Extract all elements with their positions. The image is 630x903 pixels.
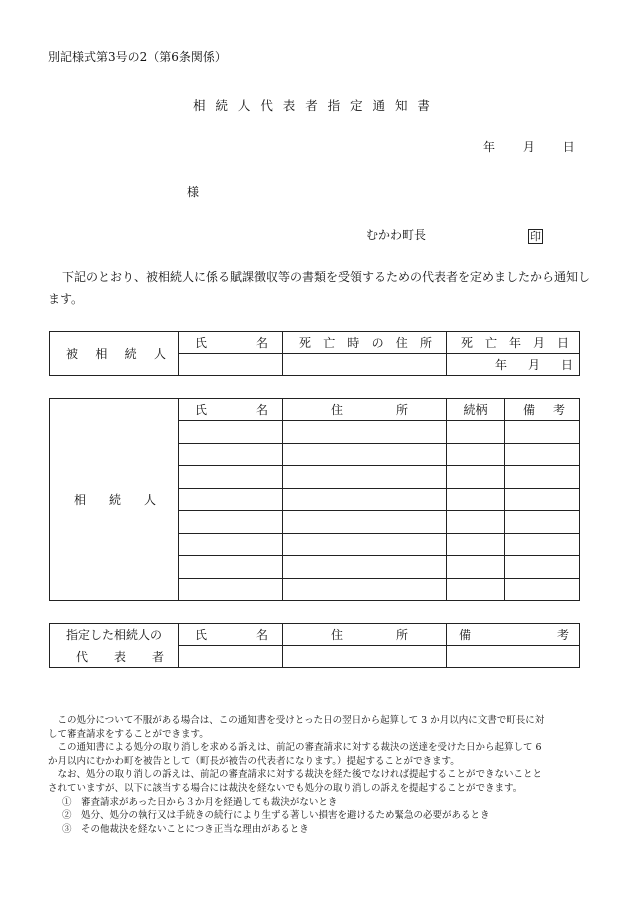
notice-paragraph-1-line-1: この処分について不服がある場合は、この通知書を受けとった日の翌日から起算して 3 か月以内に文書で町長に対 [57, 715, 545, 726]
representative-remarks-cell[interactable] [447, 646, 580, 668]
representative-name-cell[interactable] [179, 646, 283, 668]
representative-name-header: 氏 名 [179, 624, 283, 646]
heir-relation-cell[interactable] [447, 578, 505, 601]
heir-remarks-cell[interactable] [505, 533, 580, 555]
heir-address-cell[interactable] [283, 511, 447, 533]
representative-label-top: 指定した相続人の [50, 624, 179, 646]
notice-paragraph-3-line-2: されていますが、以下に該当する場合には裁決を経ないでも処分の取り消しの訴えを提起することができます。 [48, 782, 523, 794]
heir-address-cell[interactable] [283, 488, 447, 510]
heir-remarks-cell[interactable] [505, 488, 580, 510]
heir-remarks-cell[interactable] [505, 421, 580, 443]
heir-relation-cell[interactable] [447, 488, 505, 510]
decedent-table [49, 331, 580, 376]
heir-relation-cell[interactable] [447, 556, 505, 578]
date-line [483, 138, 575, 155]
heir-address-cell[interactable] [283, 533, 447, 555]
representative-address-header: 住 所 [283, 624, 447, 646]
heir-remarks-cell[interactable] [505, 511, 580, 533]
decedent-row-label: 被 相 続 人 [50, 332, 179, 376]
addressee-suffix: 様 [187, 185, 200, 199]
representative-label-bottom: 代 表 者 [50, 646, 179, 668]
heir-remarks-cell[interactable] [505, 443, 580, 465]
heirs-address-header: 住 所 [283, 399, 447, 421]
heir-name-cell[interactable] [179, 511, 283, 533]
representative-table [49, 623, 580, 668]
heir-address-cell[interactable] [283, 466, 447, 488]
document-title: 相 続 人 代 表 者 指 定 通 知 書 [193, 98, 430, 113]
decedent-death-date-cell[interactable]: 年 月 日 [447, 354, 580, 376]
form-id: 別記様式第3号の2（第6条関係） [48, 50, 227, 64]
heir-name-cell[interactable] [179, 443, 283, 465]
date-year: 年 [483, 140, 496, 154]
representative-remarks-header: 備 考 [447, 624, 580, 646]
representative-address-cell[interactable] [283, 646, 447, 668]
heir-remarks-cell[interactable] [505, 466, 580, 488]
heir-relation-cell[interactable] [447, 443, 505, 465]
heirs-row-label: 相 続 人 [50, 399, 179, 601]
heirs-remarks-header: 備 考 [505, 399, 580, 421]
notice-item-2: ② 処分、処分の執行又は手続きの続行により生ずる著しい損害を避けるため緊急の必要があるとき [62, 810, 490, 822]
heir-name-cell[interactable] [179, 556, 283, 578]
date-day: 日 [562, 140, 575, 154]
heirs-relation-header: 続柄 [447, 399, 505, 421]
heir-remarks-cell[interactable] [505, 578, 580, 601]
notice-paragraph-2-line-2: か月以内にむかわ町を被告として（町長が被告の代表者になります。）提起することができます。 [48, 755, 460, 767]
heir-name-cell[interactable] [179, 488, 283, 510]
intro-line-2: ます。 [48, 292, 84, 306]
heir-relation-cell[interactable] [447, 533, 505, 555]
intro-line-1: 下記のとおり、被相続人に係る賦課徴収等の書類を受領するための代表者を定めましたから通知し [62, 270, 591, 284]
date-month: 月 [522, 140, 535, 154]
heir-address-cell[interactable] [283, 578, 447, 601]
heir-relation-cell[interactable] [447, 466, 505, 488]
issuer-name: むかわ町長 [366, 228, 427, 242]
notice-item-3: ③ その他裁決を経ないことにつき正当な理由があるとき [62, 823, 309, 835]
heirs-name-header: 氏 名 [179, 399, 283, 421]
notice-paragraph-3-line-1: なお、処分の取り消しの訴えは、前記の審査請求に対する裁決を経た後でなければ提起することができないことと [57, 769, 543, 781]
heir-address-cell[interactable] [283, 556, 447, 578]
decedent-name-cell[interactable] [179, 354, 283, 376]
decedent-name-header: 氏 名 [179, 332, 283, 354]
heir-name-cell[interactable] [179, 533, 283, 555]
heir-relation-cell[interactable] [447, 421, 505, 443]
appeal-notice [48, 714, 588, 836]
heir-remarks-cell[interactable] [505, 556, 580, 578]
decedent-death-date-header: 死 亡 年 月 日 [447, 332, 580, 354]
heir-relation-cell[interactable] [447, 511, 505, 533]
heir-address-cell[interactable] [283, 443, 447, 465]
heir-name-cell[interactable] [179, 421, 283, 443]
notice-paragraph-1-line-2: して審査請求をすることができます。 [48, 728, 209, 740]
decedent-address-header: 死 亡 時 の 住 所 [283, 332, 447, 354]
decedent-address-cell[interactable] [283, 354, 447, 376]
seal-mark: 印 [530, 230, 541, 243]
heir-name-cell[interactable] [179, 466, 283, 488]
heir-name-cell[interactable] [179, 578, 283, 601]
heirs-table [49, 398, 580, 601]
notice-paragraph-2-line-1: この通知書による処分の取り消しを求める訴えは、前記の審査請求に対する裁決の送達を受けた日から起算して 6 [57, 742, 542, 754]
notice-item-1: ① 審査請求があった日から３か月を経過しても裁決がないとき [62, 796, 338, 808]
heir-address-cell[interactable] [283, 421, 447, 443]
